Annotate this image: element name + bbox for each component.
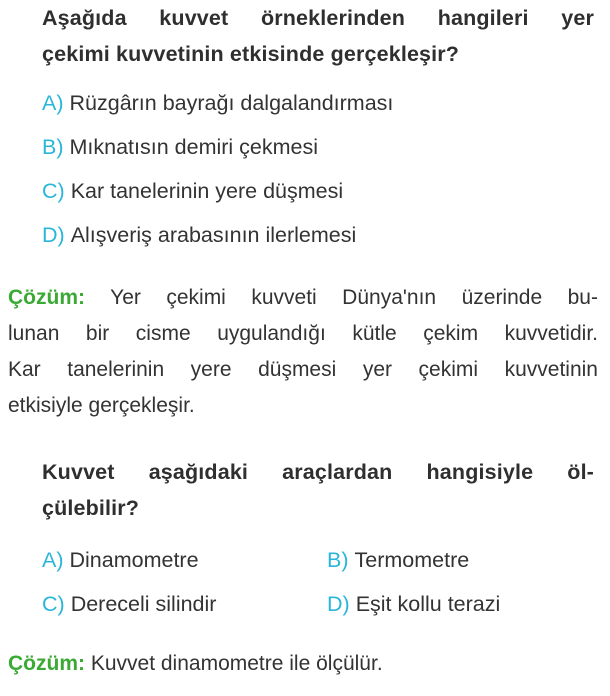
- question-2-option-c[interactable]: [42, 589, 216, 619]
- solution-1-line-4: etkisiyle gerçekleşir.: [8, 394, 195, 417]
- question-1-option-d[interactable]: [42, 220, 356, 250]
- option-text: Mıknatısın demiri çekmesi: [69, 135, 319, 159]
- option-text: Kar tanelerinin yere düşmesi: [70, 179, 344, 203]
- question-1-title-line-1: Aşağıda kuvvet örneklerinden hangileri yer: [42, 6, 594, 30]
- option-letter: D): [327, 592, 350, 616]
- question-2-title-line-1: Kuvvet aşağıdaki araçlardan hangisiyle öl-: [42, 460, 594, 484]
- option-text: Dereceli silindir: [70, 592, 217, 616]
- solution-2-text: Kuvvet dinamometre ile ölçülür.: [90, 652, 383, 675]
- option-letter: B): [327, 548, 349, 572]
- solution-1-text-1: Yer çekimi kuvveti Dünya'nın üzerinde bu-: [110, 286, 598, 309]
- option-text: Dinamometre: [69, 548, 199, 572]
- option-letter: B): [42, 135, 64, 159]
- solution-2-line-1: [8, 646, 598, 682]
- option-text: Alışveriş arabasının ilerlemesi: [70, 223, 357, 247]
- question-2-option-d[interactable]: [327, 589, 500, 619]
- solution-1-line-1: [8, 280, 598, 316]
- question-1-option-b[interactable]: [42, 132, 318, 162]
- option-letter: D): [42, 223, 65, 247]
- solution-1-line-3: Kar tanelerinin yere düşmesi yer çekimi kuvvetinin: [8, 358, 598, 381]
- solution-2: [8, 646, 598, 682]
- solution-label: Çözüm:: [8, 652, 85, 675]
- option-letter: C): [42, 179, 65, 203]
- question-2-option-a[interactable]: [42, 545, 199, 575]
- question-1-option-a[interactable]: [42, 88, 393, 118]
- option-text: Rüzgârın bayrağı dalgalandırması: [69, 91, 394, 115]
- question-2-option-b[interactable]: [327, 545, 469, 575]
- option-text: Eşit kollu terazi: [355, 592, 501, 616]
- question-1-option-c[interactable]: [42, 176, 343, 206]
- question-2-title-line-2: çülebilir?: [42, 496, 140, 520]
- solution-1-line-2: lunan bir cisme uygulandığı kütle çekim kuvvetidir.: [8, 322, 598, 345]
- question-2-title: [42, 454, 594, 526]
- option-letter: C): [42, 592, 65, 616]
- question-1-title: [42, 0, 594, 72]
- solution-1: [8, 280, 598, 424]
- option-letter: A): [42, 548, 64, 572]
- option-letter: A): [42, 91, 64, 115]
- question-1-title-line-2: çekimi kuvvetinin etkisinde gerçekleşir?: [42, 42, 460, 66]
- solution-label: Çözüm:: [8, 286, 85, 309]
- option-text: Termometre: [354, 548, 470, 572]
